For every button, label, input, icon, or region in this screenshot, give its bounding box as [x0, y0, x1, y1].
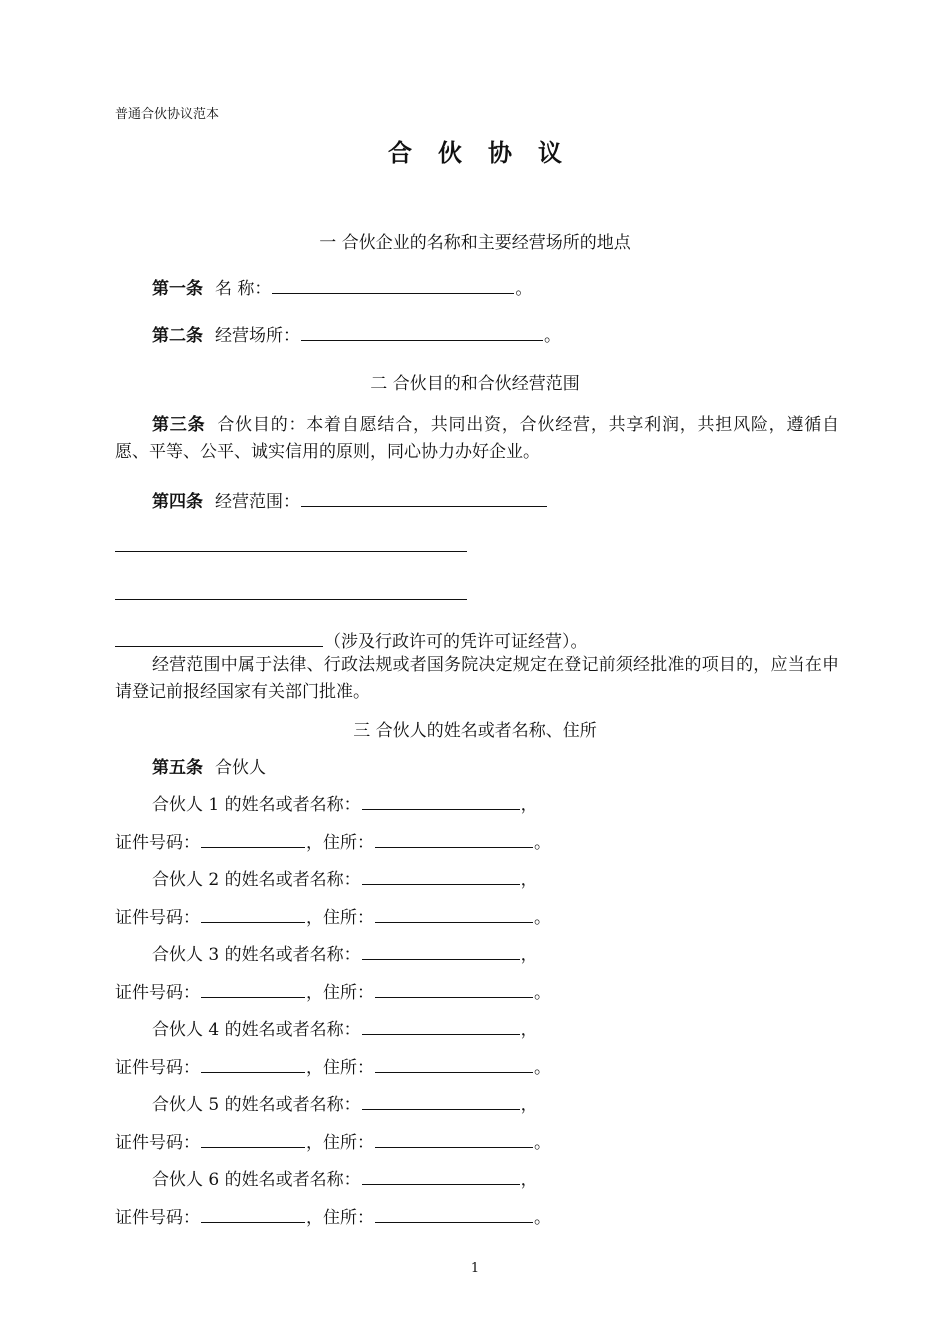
header-note: 普通合伙协议范本	[115, 107, 220, 122]
partner-name-label: 合伙人 2 的姓名或者名称：	[152, 870, 361, 890]
article-3	[115, 412, 839, 466]
partner-name-blank[interactable]	[362, 867, 520, 885]
partner-name-blank[interactable]	[362, 942, 520, 960]
article-3-text: 合伙目的：本着自愿结合，共同出资，合伙经营，共享利润，共担风险，遵循自愿、平等、公平、诚实信用的原则，同心协力办好企业。	[115, 415, 840, 462]
partner-id-label: 证件号码：	[115, 1208, 200, 1228]
partner-id-blank[interactable]	[201, 980, 305, 998]
partner-id-blank[interactable]	[201, 905, 305, 923]
section-heading-2: 二 合伙目的和合伙经营范围	[370, 374, 580, 394]
scope-last-line	[115, 627, 845, 652]
scope-blank-4[interactable]	[115, 629, 323, 647]
article-1	[152, 274, 882, 299]
partner-address-blank[interactable]	[375, 1130, 533, 1148]
partner-id-label: 证件号码：	[115, 983, 200, 1003]
article-1-text: 名 称：	[215, 279, 272, 299]
page-number: 1	[470, 1261, 480, 1276]
article-5-text: 合伙人	[215, 758, 266, 778]
article-3-label: 第三条	[152, 415, 206, 435]
partner-name-label: 合伙人 3 的姓名或者名称：	[152, 945, 361, 965]
period: 。	[544, 326, 561, 346]
partner-name-row	[152, 865, 882, 890]
partner-name-row	[152, 1015, 882, 1040]
partner-id-row	[115, 978, 845, 1003]
partner-name-label: 合伙人 4 的姓名或者名称：	[152, 1020, 361, 1040]
partner-id-blank[interactable]	[201, 1055, 305, 1073]
partner-name-label: 合伙人 1 的姓名或者名称：	[152, 795, 361, 815]
partner-id-label: 证件号码：	[115, 1058, 200, 1078]
partner-address-blank[interactable]	[375, 905, 533, 923]
partner-name-row	[152, 940, 882, 965]
article-5	[152, 753, 882, 778]
partner-name-row	[152, 790, 882, 815]
period: 。	[534, 1208, 551, 1228]
article-2	[152, 321, 882, 346]
scope-blank-1[interactable]	[301, 489, 547, 507]
comma: ，	[520, 795, 538, 815]
partner-address-blank[interactable]	[375, 830, 533, 848]
partner-id-row	[115, 1128, 845, 1153]
name-blank[interactable]	[272, 276, 514, 294]
scope-note: （涉及行政许可的凭许可证经营）。	[324, 632, 588, 652]
scope-blank-3[interactable]	[115, 599, 467, 600]
comma: ，	[520, 1095, 538, 1115]
premises-blank[interactable]	[301, 323, 543, 341]
partner-id-row	[115, 1053, 845, 1078]
comma: ，	[520, 1170, 538, 1190]
article-2-text: 经营场所：	[215, 326, 300, 346]
comma: ，	[520, 1020, 538, 1040]
section-heading-1: 一 合伙企业的名称和主要经营场所的地点	[319, 233, 631, 253]
partner-address-label: ，住所：	[306, 1208, 374, 1228]
period: 。	[534, 833, 551, 853]
period: 。	[534, 983, 551, 1003]
period: 。	[534, 908, 551, 928]
partner-id-label: 证件号码：	[115, 1133, 200, 1153]
partner-name-blank[interactable]	[362, 1017, 520, 1035]
partner-address-label: ，住所：	[306, 1133, 374, 1153]
partner-id-row	[115, 903, 845, 928]
section-heading-3: 三 合伙人的姓名或者名称、住所	[353, 721, 597, 741]
document-title: 合伙协议	[388, 139, 588, 167]
partner-address-blank[interactable]	[375, 1205, 533, 1223]
partner-address-label: ，住所：	[306, 1058, 374, 1078]
partner-name-blank[interactable]	[362, 1167, 520, 1185]
scope-paragraph: 经营范围中属于法律、行政法规或者国务院决定规定在登记前须经批准的项目的，应当在申请登记前报经国家有关部门批准。	[115, 655, 839, 702]
period: 。	[515, 279, 533, 299]
partner-id-label: 证件号码：	[115, 908, 200, 928]
partner-address-label: ，住所：	[306, 908, 374, 928]
partner-name-row	[152, 1090, 882, 1115]
scope-blank-2[interactable]	[115, 551, 467, 552]
partner-id-row	[115, 828, 845, 853]
comma: ，	[520, 870, 538, 890]
article-4-label: 第四条	[152, 492, 203, 512]
period: 。	[534, 1133, 551, 1153]
article-4-text: 经营范围：	[215, 492, 300, 512]
partner-name-label: 合伙人 6 的姓名或者名称：	[152, 1170, 361, 1190]
partner-id-blank[interactable]	[201, 1130, 305, 1148]
partner-name-blank[interactable]	[362, 792, 520, 810]
partner-id-label: 证件号码：	[115, 833, 200, 853]
article-2-label: 第二条	[152, 326, 203, 346]
article-5-label: 第五条	[152, 758, 203, 778]
partner-address-blank[interactable]	[375, 980, 533, 998]
partner-address-label: ，住所：	[306, 983, 374, 1003]
partner-address-label: ，住所：	[306, 833, 374, 853]
comma: ，	[520, 945, 538, 965]
article-4	[152, 487, 882, 512]
article-1-label: 第一条	[152, 279, 203, 299]
partner-name-label: 合伙人 5 的姓名或者名称：	[152, 1095, 361, 1115]
period: 。	[534, 1058, 551, 1078]
partner-id-blank[interactable]	[201, 1205, 305, 1223]
partner-id-row	[115, 1203, 845, 1228]
partner-name-row	[152, 1165, 882, 1190]
partner-name-blank[interactable]	[362, 1092, 520, 1110]
partner-id-blank[interactable]	[201, 830, 305, 848]
partner-address-blank[interactable]	[375, 1055, 533, 1073]
